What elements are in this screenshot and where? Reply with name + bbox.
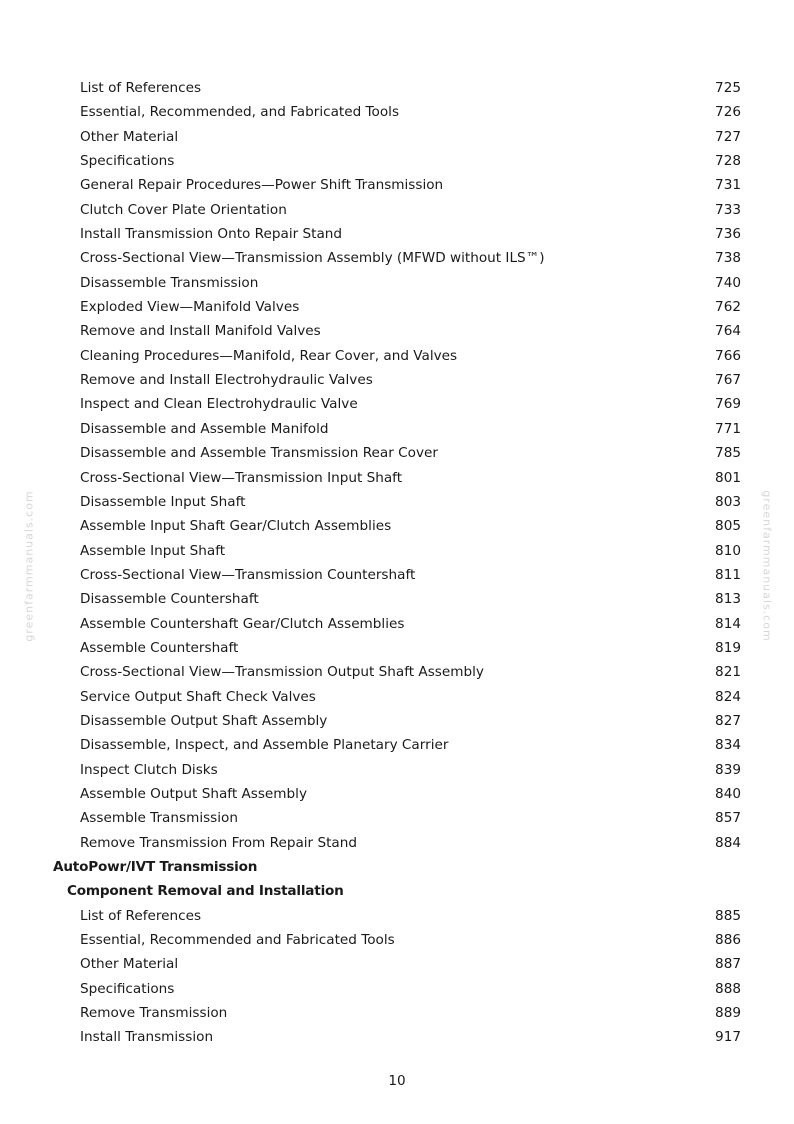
watermark-right: greenfarmmanuals.com bbox=[760, 490, 774, 642]
toc-entry-page-number: 769 bbox=[715, 396, 741, 413]
toc-entry[interactable] bbox=[0, 76, 794, 100]
toc-entry-title: List of References bbox=[80, 907, 202, 924]
toc-entry[interactable] bbox=[0, 539, 794, 563]
toc-entry-page-number: 886 bbox=[715, 932, 741, 949]
toc-section-heading[interactable] bbox=[0, 879, 794, 903]
toc-entry-title: General Repair Procedures—Power Shift Transmission bbox=[80, 177, 444, 194]
toc-entry[interactable] bbox=[0, 563, 794, 587]
toc-entry-title: Disassemble Countershaft bbox=[80, 591, 259, 608]
toc-entry-page-number: 824 bbox=[715, 688, 741, 705]
toc-entry-page-number: 834 bbox=[715, 737, 741, 754]
toc-entry-page-number: 738 bbox=[715, 250, 741, 267]
toc-entry[interactable] bbox=[0, 344, 794, 368]
toc-entry[interactable] bbox=[0, 417, 794, 441]
toc-entry-page-number: 821 bbox=[715, 664, 741, 681]
toc-entry-page-number: 736 bbox=[715, 226, 741, 243]
toc-section-heading[interactable] bbox=[0, 855, 794, 879]
toc-entry-page-number: 771 bbox=[715, 420, 741, 437]
toc-entry[interactable] bbox=[0, 514, 794, 538]
toc-entry[interactable] bbox=[0, 806, 794, 830]
toc-entry[interactable] bbox=[0, 246, 794, 270]
toc-entry-title: Inspect and Clean Electrohydraulic Valve bbox=[80, 396, 358, 413]
toc-entry[interactable] bbox=[0, 271, 794, 295]
toc-entry-title: Disassemble Output Shaft Assembly bbox=[80, 712, 328, 729]
toc-entry[interactable] bbox=[0, 733, 794, 757]
toc-entry-title: Essential, Recommended, and Fabricated Tools bbox=[80, 104, 400, 121]
toc-entry-title: Remove Transmission From Repair Stand bbox=[80, 834, 357, 851]
toc-entry[interactable] bbox=[0, 100, 794, 124]
toc-entry-page-number: 801 bbox=[715, 469, 741, 486]
toc-entry[interactable] bbox=[0, 125, 794, 149]
toc-entry-page-number: 839 bbox=[715, 761, 741, 778]
toc-entry-title: Cross-Sectional View—Transmission Output Shaft Assembly bbox=[80, 664, 484, 681]
toc-entry-page-number: 731 bbox=[715, 177, 741, 194]
toc-entry-title: Install Transmission Onto Repair Stand bbox=[80, 226, 343, 243]
toc-entry[interactable] bbox=[0, 831, 794, 855]
toc-entry-title: Assemble Input Shaft Gear/Clutch Assemblies bbox=[80, 518, 392, 535]
toc-entry[interactable] bbox=[0, 319, 794, 343]
toc-entry-page-number: 725 bbox=[715, 80, 741, 96]
toc-entry-title: Cross-Sectional View—Transmission Assembly (MFWD without ILS™) bbox=[80, 250, 545, 267]
watermark-left: greenfarmmanuals.com bbox=[22, 490, 36, 642]
toc-entry-title: Cross-Sectional View—Transmission Countershaft bbox=[80, 566, 416, 583]
toc-entry-title: Assemble Countershaft bbox=[80, 639, 239, 656]
toc-entry[interactable] bbox=[0, 490, 794, 514]
toc-entry-page-number: 740 bbox=[715, 274, 741, 291]
toc-entry-page-number: 813 bbox=[715, 591, 741, 608]
toc-entry-page-number: 805 bbox=[715, 518, 741, 535]
toc-entry-title: Service Output Shaft Check Valves bbox=[80, 688, 316, 705]
toc-entry[interactable] bbox=[0, 709, 794, 733]
toc-entry[interactable] bbox=[0, 977, 794, 1001]
toc-entry-title: Cross-Sectional View—Transmission Input Shaft bbox=[80, 469, 403, 486]
toc-entry[interactable] bbox=[0, 636, 794, 660]
toc-entry[interactable] bbox=[0, 758, 794, 782]
toc-entry-title: Assemble Countershaft Gear/Clutch Assemblies bbox=[80, 615, 405, 632]
toc-entry-page-number: 889 bbox=[715, 1005, 741, 1022]
toc-entry-title: Install Transmission bbox=[80, 1029, 214, 1046]
toc-entry-page-number: 857 bbox=[715, 810, 741, 827]
toc-entry-title: Specifications bbox=[80, 153, 175, 170]
toc-entry-title: Disassemble and Assemble Manifold bbox=[80, 420, 329, 437]
toc-entry-page-number: 884 bbox=[715, 834, 741, 851]
toc-entry-title: Remove and Install Manifold Valves bbox=[80, 323, 321, 340]
toc-entry-title: Other Material bbox=[80, 956, 179, 973]
toc-entry-page-number: 888 bbox=[715, 980, 741, 997]
toc-entry[interactable] bbox=[0, 928, 794, 952]
toc-entry[interactable] bbox=[0, 198, 794, 222]
toc-entry[interactable] bbox=[0, 904, 794, 928]
toc-entry-title: Disassemble Input Shaft bbox=[80, 493, 246, 510]
toc-entry-title: Essential, Recommended and Fabricated Tools bbox=[80, 932, 395, 949]
toc-entry-page-number: 803 bbox=[715, 493, 741, 510]
toc-entry-title: Remove Transmission bbox=[80, 1005, 228, 1022]
toc-entry-title: Other Material bbox=[80, 128, 179, 145]
toc-entry[interactable] bbox=[0, 295, 794, 319]
toc-entry[interactable] bbox=[0, 612, 794, 636]
toc-entry-page-number: 727 bbox=[715, 128, 741, 145]
toc-entry-page-number: 840 bbox=[715, 785, 741, 802]
toc-entry-page-number: 827 bbox=[715, 712, 741, 729]
toc-entry-page-number: 766 bbox=[715, 347, 741, 364]
page-number: 10 bbox=[388, 1073, 406, 1089]
toc-entry-page-number: 767 bbox=[715, 372, 741, 389]
toc-entry[interactable] bbox=[0, 173, 794, 197]
toc-entry[interactable] bbox=[0, 782, 794, 806]
toc-entry[interactable] bbox=[0, 466, 794, 490]
toc-entry-title: Assemble Input Shaft bbox=[80, 542, 226, 559]
toc-entry-page-number: 887 bbox=[715, 956, 741, 973]
toc-entry[interactable] bbox=[0, 149, 794, 173]
toc-entry-title: Inspect Clutch Disks bbox=[80, 761, 218, 778]
toc-entry[interactable] bbox=[0, 952, 794, 976]
toc-entry[interactable] bbox=[0, 222, 794, 246]
toc-entry-page-number: 811 bbox=[715, 566, 741, 583]
toc-entry-page-number: 917 bbox=[715, 1029, 741, 1046]
toc-entry-title: Specifications bbox=[80, 980, 175, 997]
toc-entry[interactable] bbox=[0, 587, 794, 611]
toc-entry[interactable] bbox=[0, 1025, 794, 1049]
toc-entry-title: Disassemble, Inspect, and Assemble Planetary Carrier bbox=[80, 737, 449, 754]
toc-entry-page-number: 764 bbox=[715, 323, 741, 340]
toc-entry-title: Assemble Output Shaft Assembly bbox=[80, 785, 307, 802]
toc-entry-page-number: 885 bbox=[715, 907, 741, 924]
toc-entry[interactable] bbox=[0, 441, 794, 465]
toc-entry-page-number: 728 bbox=[715, 153, 741, 170]
toc-entry[interactable] bbox=[0, 392, 794, 416]
toc-entry-page-number: 762 bbox=[715, 299, 741, 316]
toc-entry[interactable] bbox=[0, 660, 794, 684]
toc-entry-page-number: 819 bbox=[715, 639, 741, 656]
toc-entry-title: Disassemble and Assemble Transmission Rear Cover bbox=[80, 445, 438, 462]
toc-entry-title: Clutch Cover Plate Orientation bbox=[80, 201, 287, 218]
table-of-contents bbox=[0, 76, 794, 1050]
toc-entry[interactable] bbox=[0, 368, 794, 392]
toc-entry[interactable] bbox=[0, 1001, 794, 1025]
toc-entry-title: AutoPowr/IVT Transmission bbox=[53, 859, 258, 875]
toc-entry-title: Component Removal and Installation bbox=[67, 883, 344, 900]
toc-entry-title: Cleaning Procedures—Manifold, Rear Cover, and Valves bbox=[80, 347, 458, 364]
toc-entry-title: Assemble Transmission bbox=[80, 810, 238, 827]
toc-entry-title: Exploded View—Manifold Valves bbox=[80, 299, 300, 316]
toc-entry-title: Disassemble Transmission bbox=[80, 274, 259, 291]
toc-entry-page-number: 733 bbox=[715, 201, 741, 218]
toc-entry-page-number: 726 bbox=[715, 104, 741, 121]
toc-entry-page-number: 785 bbox=[715, 445, 741, 462]
toc-entry[interactable] bbox=[0, 685, 794, 709]
toc-entry-page-number: 810 bbox=[715, 542, 741, 559]
toc-entry-title: Remove and Install Electrohydraulic Valves bbox=[80, 372, 373, 389]
toc-entry-page-number: 814 bbox=[715, 615, 741, 632]
toc-entry-title: List of References bbox=[80, 80, 202, 96]
